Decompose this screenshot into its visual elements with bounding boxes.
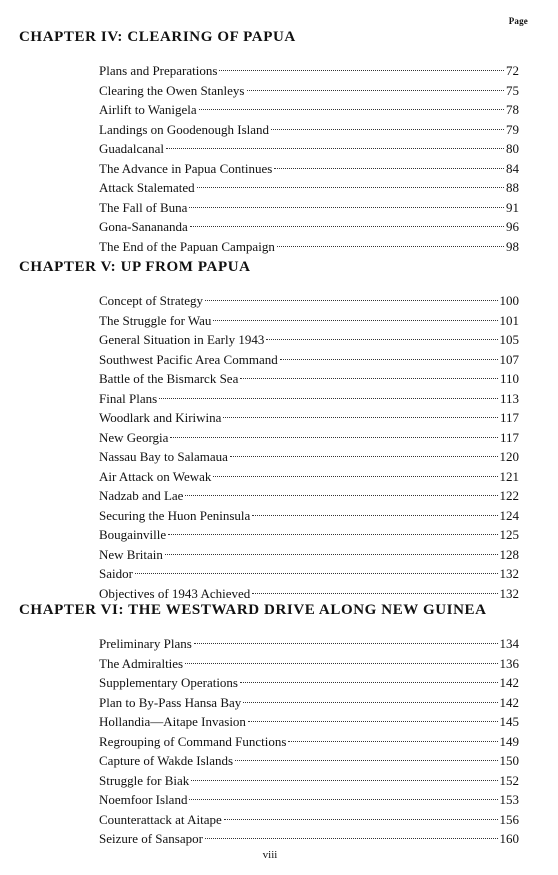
chapter-heading: CHAPTER VI: THE WESTWARD DRIVE ALONG NEW GUINEA [19, 602, 487, 618]
toc-entry [99, 369, 519, 389]
toc-entry [99, 389, 519, 409]
entry-title: Concept of Strategy [99, 293, 203, 308]
dot-leader [205, 300, 498, 301]
entry-title: Saidor [99, 566, 133, 581]
toc-entry [99, 178, 519, 198]
entry-title: Securing the Huon Peninsula [99, 507, 251, 523]
toc-entries [99, 291, 519, 603]
entry-page: 78 [506, 102, 519, 117]
entry-page: 132 [499, 566, 519, 581]
dot-leader [243, 702, 497, 703]
dot-leader [194, 643, 498, 644]
dot-leader [170, 437, 498, 438]
chapter-vi [19, 600, 539, 849]
dot-leader [191, 780, 497, 781]
entry-title: Plans and Preparations [99, 63, 218, 78]
toc-entry [99, 810, 519, 830]
entry-page: 84 [506, 160, 519, 176]
toc-entry [99, 159, 519, 179]
entry-page: 142 [499, 675, 519, 690]
dot-leader [213, 320, 497, 321]
dot-leader [189, 799, 497, 800]
dot-leader [252, 593, 497, 594]
entry-page: 132 [499, 585, 519, 601]
dot-leader [240, 378, 498, 379]
entry-page: 88 [506, 180, 519, 195]
toc-entry [99, 120, 519, 140]
entry-page: 101 [499, 312, 519, 328]
entry-title: Bougainville [99, 527, 167, 542]
entry-page: 105 [499, 332, 519, 347]
entry-title: The Struggle for Wau [99, 312, 212, 328]
entry-title: Hollandia—Aitape Invasion [99, 714, 246, 729]
entry-page: 107 [499, 351, 519, 367]
entry-page: 75 [506, 82, 519, 98]
entry-page: 142 [499, 694, 519, 710]
chapter-v [19, 257, 539, 603]
entry-page: 152 [499, 772, 519, 788]
entry-title: Clearing the Owen Stanleys [99, 82, 245, 98]
dot-leader [185, 663, 497, 664]
toc-entry [99, 428, 519, 448]
dot-leader [277, 246, 504, 247]
toc-entries [99, 61, 519, 256]
dot-leader [271, 129, 504, 130]
entry-title: Final Plans [99, 390, 158, 406]
toc-entry [99, 506, 519, 526]
entry-page: 134 [499, 636, 519, 651]
toc-entries [99, 634, 519, 849]
entry-page: 91 [506, 199, 519, 215]
toc-entry [99, 198, 519, 218]
toc-entry [99, 330, 519, 350]
toc-entry [99, 237, 519, 257]
entry-page: 156 [499, 811, 519, 827]
chapter-heading: CHAPTER IV: CLEARING OF PAPUA [19, 29, 296, 45]
dot-leader [224, 819, 498, 820]
dot-leader [252, 515, 497, 516]
entry-title: Supplementary Operations [99, 675, 238, 690]
toc-entry [99, 771, 519, 791]
toc-entry [99, 350, 519, 370]
entry-page: 160 [499, 831, 519, 846]
dot-leader [219, 70, 504, 71]
toc-entry [99, 61, 519, 81]
dot-leader [165, 554, 498, 555]
toc-entry [99, 693, 519, 713]
dot-leader [189, 207, 504, 208]
toc-entry [99, 634, 519, 654]
entry-title: Gona-Sanananda [99, 219, 188, 234]
dot-leader [247, 90, 505, 91]
toc-entry [99, 712, 519, 732]
page-number: viii [262, 849, 278, 861]
entry-title: Attack Stalemated [99, 180, 195, 195]
entry-title: Airlift to Wanigela [99, 102, 197, 117]
entry-title: Woodlark and Kiriwina [99, 410, 222, 425]
toc-entry [99, 81, 519, 101]
dot-leader [168, 534, 497, 535]
entry-title: Battle of the Bismarck Sea [99, 371, 239, 386]
page-header-label: Page [508, 16, 528, 26]
chapter-heading: CHAPTER V: UP FROM PAPUA [19, 259, 251, 275]
entry-page: 122 [499, 488, 519, 503]
entry-title: Landings on Goodenough Island [99, 121, 270, 137]
entry-title: Capture of Wakde Islands [99, 753, 234, 768]
entry-page: 125 [499, 527, 519, 542]
entry-title: Regrouping of Command Functions [99, 733, 287, 749]
entry-page: 96 [506, 219, 519, 234]
entry-title: The Advance in Papua Continues [99, 160, 273, 176]
entry-page: 117 [499, 429, 519, 445]
entry-page: 124 [499, 507, 519, 523]
toc-entry [99, 564, 519, 584]
entry-title: Seizure of Sansapor [99, 831, 203, 846]
entry-title: The End of the Papuan Campaign [99, 238, 275, 254]
toc-entry [99, 486, 519, 506]
entry-title: Air Attack on Wewak [99, 468, 212, 484]
entry-page: 79 [506, 121, 519, 137]
entry-page: 117 [499, 410, 519, 425]
entry-page: 150 [499, 753, 519, 768]
dot-leader [235, 760, 497, 761]
toc-entry [99, 732, 519, 752]
entry-title: Objectives of 1943 Achieved [99, 585, 251, 601]
dot-leader [240, 682, 498, 683]
toc-entry [99, 654, 519, 674]
dot-leader [197, 187, 504, 188]
chapter-iv [19, 27, 539, 256]
dot-leader [223, 417, 498, 418]
entry-title: The Admiralties [99, 655, 184, 671]
entry-page: 110 [499, 371, 519, 386]
entry-page: 72 [506, 63, 519, 78]
toc-entry [99, 790, 519, 810]
toc-entry [99, 100, 519, 120]
toc-entry [99, 139, 519, 159]
toc-entry [99, 751, 519, 771]
entry-page: 100 [499, 293, 519, 308]
entry-title: General Situation in Early 1943 [99, 332, 265, 347]
dot-leader [248, 721, 498, 722]
entry-title: Preliminary Plans [99, 636, 192, 651]
toc-entry [99, 829, 519, 849]
entry-page: 98 [506, 238, 519, 254]
entry-title: The Fall of Buna [99, 199, 188, 215]
toc-entry [99, 291, 519, 311]
dot-leader [288, 741, 497, 742]
entry-title: Struggle for Biak [99, 772, 190, 788]
entry-title: Nadzab and Lae [99, 488, 184, 503]
dot-leader [266, 339, 497, 340]
entry-title: Counterattack at Aitape [99, 811, 222, 827]
toc-entry [99, 673, 519, 693]
entry-page: 120 [499, 449, 519, 464]
entry-title: New Georgia [99, 429, 169, 445]
toc-entry [99, 311, 519, 331]
toc-entry [99, 525, 519, 545]
entry-title: Plan to By-Pass Hansa Bay [99, 694, 242, 710]
dot-leader [280, 359, 498, 360]
toc-entry [99, 447, 519, 467]
entry-page: 113 [499, 390, 519, 406]
entry-page: 121 [499, 468, 519, 484]
entry-title: Noemfoor Island [99, 792, 188, 807]
toc-entry [99, 408, 519, 428]
toc-entry [99, 467, 519, 487]
dot-leader [159, 398, 498, 399]
dot-leader [274, 168, 504, 169]
entry-page: 153 [499, 792, 519, 807]
entry-page: 136 [499, 655, 519, 671]
entry-title: Guadalcanal [99, 141, 164, 156]
toc-entry [99, 545, 519, 565]
entry-title: Nassau Bay to Salamaua [99, 449, 228, 464]
dot-leader [199, 109, 504, 110]
entry-title: New Britain [99, 546, 163, 562]
entry-page: 145 [499, 714, 519, 729]
entry-page: 149 [499, 733, 519, 749]
dot-leader [190, 226, 504, 227]
dot-leader [213, 476, 497, 477]
entry-title: Southwest Pacific Area Command [99, 351, 278, 367]
toc-entry [99, 217, 519, 237]
entry-page: 80 [506, 141, 519, 156]
dot-leader [185, 495, 497, 496]
entry-page: 128 [499, 546, 519, 562]
dot-leader [135, 573, 498, 574]
dot-leader [230, 456, 498, 457]
dot-leader [205, 838, 498, 839]
dot-leader [166, 148, 504, 149]
